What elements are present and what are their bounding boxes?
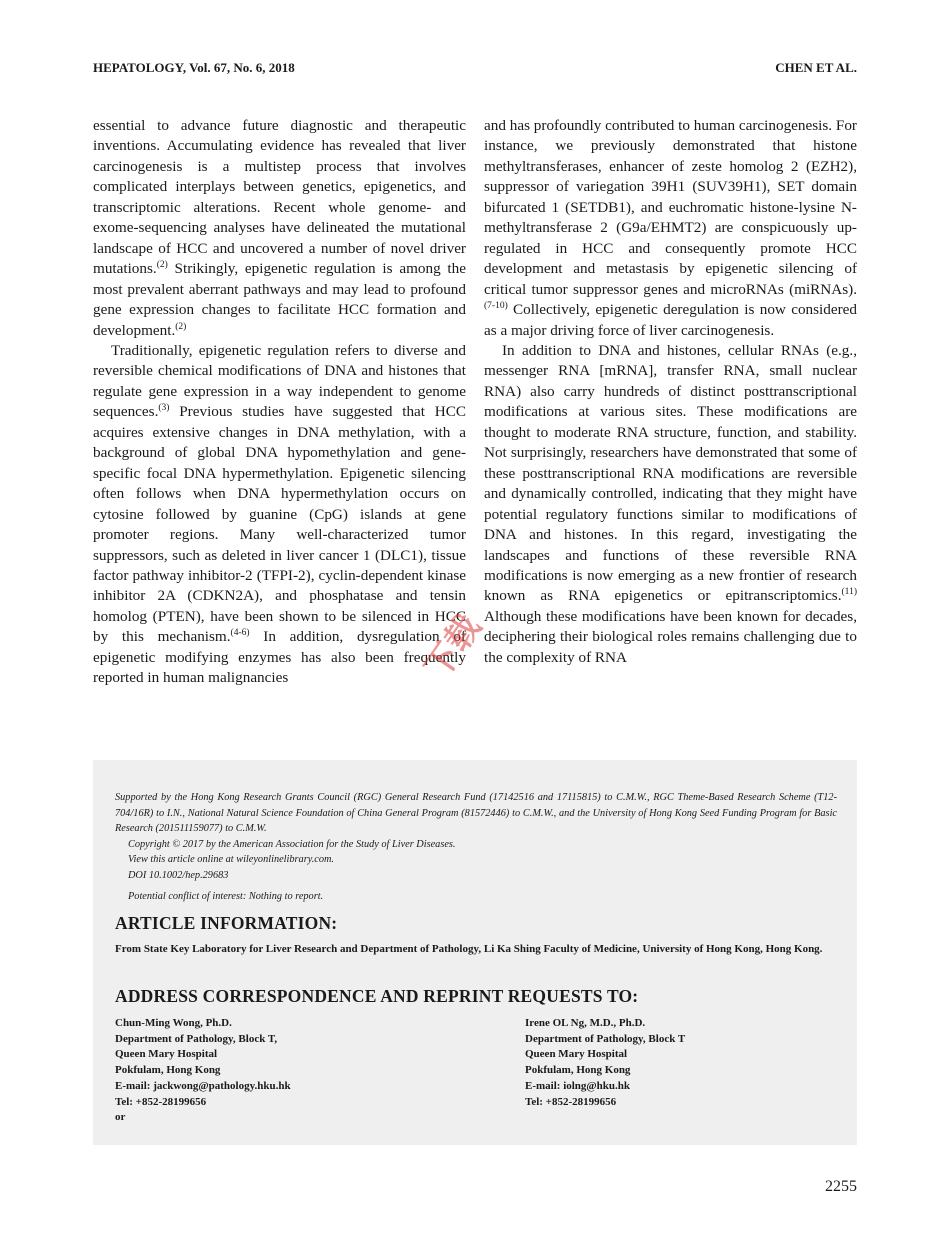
text-run: Traditionally, epigenetic regulation refers to diverse and reversible chemical modifications of DNA and histones that regulate gene expression in a way independent to genome sequences. [93,341,466,421]
contact-city: Pokfulam, Hong Kong [115,1064,221,1077]
contact-hospital: Queen Mary Hospital [525,1048,628,1061]
funding-statement: Supported by the Hong Kong Research Grants Council (RGC) General Research Fund (17142516 and 17115815) to C.M.W., RGC Theme-Based Research Scheme (T12-704/16R) to I.N., National Natural Science Foundation of China General Program (81572446) to C.M.W., and the University of Hong Kong Seed Funding Program for Basic Research (201511159077) to C.M.W. [115,792,837,834]
doi-line: DOI 10.1002/hep.29683 [128,869,229,881]
affiliation-text: From State Key Laboratory for Liver Research and Department of Pathology, Li Ka Shing Faculty of Medicine, University of Hong Kong, Hong Kong. [115,943,823,955]
citation-ref: (2) [175,321,187,332]
correspondence-address-left [115,1016,475,1126]
text-run: Although these modifications have been known for decades, deciphering their biological roles remains challenging due to the complexity of RNA [484,607,857,666]
contact-city: Pokfulam, Hong Kong [525,1064,631,1077]
article-info-box [93,760,857,1145]
correspondence-address-right [525,1016,885,1110]
view-online-line: View this article online at wileyonlinelibrary.com. [128,854,335,865]
watermark-stamp: 下载 [417,608,488,686]
citation-ref: (3) [158,403,170,414]
right-column [484,116,857,668]
contact-name: Chun-Ming Wong, Ph.D. [115,1017,232,1029]
paragraph [484,341,857,668]
journal-citation: HEPATOLOGY, Vol. 67, No. 6, 2018 [93,60,295,75]
text-run: Previous studies have suggested that HCC acquires extensive changes in DNA methylation, with a background of global DNA hypomethylation and gene-specific focal DNA hypermethylation. Epigenetic silencing often follows when DNA hypermethylation occurs on cytosine followed by guanine (CpG) islands at gene promoter regions. Many well-characterized tumor suppressors, such as deleted in liver cancer 1 (DLC1), tissue factor pathway inhibitor-2 (TFPI-2), cyclin-dependent kinase inhibitor 2A (CDKN2A), and phosphatase and tensin homolog (PTEN), have been shown to be silenced in HCC by this mechanism. [93,403,466,646]
funding-notes [115,790,837,905]
conflict-of-interest: Potential conflict of interest: Nothing to report. [128,891,324,902]
citation-ref: (7-10) [484,301,508,312]
article-info-heading: ARTICLE INFORMATION: [115,913,338,933]
contact-department: Department of Pathology, Block T [525,1032,686,1045]
text-run: In addition to DNA and histones, cellular RNAs (e.g., messenger RNA [mRNA], transfer RNA, small nuclear RNA) also carry hundreds of distinct posttranscriptional modifications at various sites. These modifications are thought to moderate RNA structure, function, and stability. Not surprisingly, researchers have demonstrated that some of these posttranscriptional RNA modifications are reversible and dynamically controlled, indicating that they might have potential regulatory functions similar to modifications of DNA and histones. In this regard, investigating the landscapes and functions of these reversible RNA modifications is now emerging as a new frontier of research known as RNA epigenetics or epitranscriptomics. [484,341,857,605]
contact-tel: Tel: +852-28199656 [115,1095,207,1108]
contact-or: or [115,1111,126,1124]
text-run: In addition, dysregulation of epigenetic modifying enzymes has also been frequently reported in human malignancies [93,628,466,687]
text-run: Strikingly, epigenetic regulation is among the most prevalent aberrant pathways and may lead to profound gene expression changes to facilitate HCC formation and development. [93,260,466,339]
citation-ref: (2) [156,260,168,271]
citation-ref: (4-6) [230,628,250,639]
contact-department: Department of Pathology, Block T, [115,1032,278,1045]
contact-name: Irene OL Ng, M.D., Ph.D. [525,1017,646,1029]
paragraph [484,116,857,341]
text-run: Collectively, epigenetic deregulation is now considered as a major driving force of liver carcinogenesis. [484,301,857,339]
contact-email: E-mail: iolng@hku.hk [525,1079,630,1092]
running-header [93,60,857,80]
copyright-line: Copyright © 2017 by the American Association for the Study of Liver Diseases. [128,838,456,850]
citation-ref: (11) [841,587,857,598]
author-running-head: CHEN ET AL. [775,60,857,75]
correspondence-heading: ADDRESS CORRESPONDENCE AND REPRINT REQUESTS TO: [115,986,639,1006]
contact-tel: Tel: +852-28199656 [525,1095,617,1108]
paragraph [93,116,466,341]
contact-hospital: Queen Mary Hospital [115,1048,218,1061]
text-run: essential to advance future diagnostic and therapeutic inventions. Accumulating evidence has revealed that liver carcinogenesis is a multistep process that involves complicated interplays between genetics, epigenetics, and transcriptomic alterations. Recent whole genome- and exome-sequencing analyses have delineated the mutational landscape of HCC and uncovered a number of novel driver mutations. [93,117,466,278]
text-run: and has profoundly contributed to human carcinogenesis. For instance, we previously demonstrated that histone methyltransferases, enhancer of zeste homolog 2 (EZH2), suppressor of variegation 39H1 (SUV39H1), SET domain bifurcated 1 (SETDB1), and euchromatic histone-lysine N-methyltransferase 2 (G9a/EHMT2) are conspicuously up-regulated in HCC and consequently promote HCC development and metastasis by epigenetic silencing of critical tumor suppressor genes and microRNAs (miRNAs). [484,117,857,298]
contact-email: E-mail: jackwong@pathology.hku.hk [115,1079,291,1092]
page-number: 2255 [825,1178,857,1195]
